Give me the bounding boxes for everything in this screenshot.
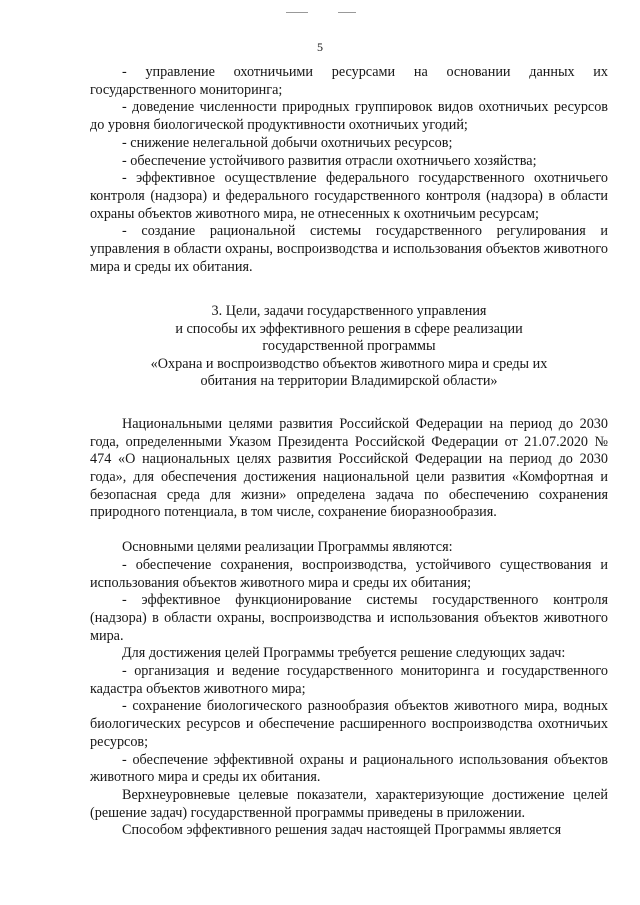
list-item: - управление охотничьими ресурсами на основании данных их государственного мониторинга; [90,64,608,98]
list-item: - обеспечение сохранения, воспроизводства, устойчивого существования и использования объектов животного мира и среды их обитания; [90,556,608,591]
goals-intro: Основными целями реализации Программы являются: [122,539,453,556]
final-paragraph: Способом эффективного решения задач настоящей Программы является [122,822,562,839]
list-item: - обеспечение эффективной охраны и рационального использования объектов животного мира и среды их обитания. [90,751,608,786]
heading-line: «Охрана и воспроизводство объектов животного мира и среды их [150,355,548,372]
heading-line: государственной программы [262,338,436,355]
scan-artifact-top [286,12,308,13]
list-item: - создание рациональной системы государственного регулирования и управления в области охраны, воспроизводства и использования объектов животного мира и среды их обитания. [90,223,608,275]
indicators-paragraph: Верхнеуровневые целевые показатели, характеризующие достижение целей (решение задач) государственной программы приведены в приложении. [90,787,608,821]
page-number: 5 [317,40,323,54]
list-item: - снижение нелегальной добычи охотничьих ресурсов; [122,134,453,151]
list-item: - эффективное осуществление федерального государственного охотничьего контроля (надзора) и федерального государственного контроля (надзора) в области охраны объектов животного мира, не отнесенных к охотничьим ресурсам; [90,170,608,222]
tasks-intro: Для достижения целей Программы требуется решение следующих задач: [122,645,566,662]
scan-artifact-top [338,12,356,13]
heading-line: обитания на территории Владимирской области» [200,373,498,390]
list-item: - организация и ведение государственного мониторинга и государственного кадастра объектов животного мира; [90,663,608,697]
heading-line: и способы их эффективного решения в сфере реализации [175,320,523,337]
document-body [90,64,608,840]
list-item: - обеспечение устойчивого развития отрасли охотничьего хозяйства; [122,152,537,169]
list-item: - эффективное функционирование системы государственного контроля (надзора) в области охраны, воспроизводства и использования объектов животного мира. [90,592,608,644]
heading-line: 3. Цели, задачи государственного управления [211,303,487,320]
list-item: - доведение численности природных группировок видов охотничьих ресурсов до уровня биологической продуктивности охотничьих угодий; [90,99,608,134]
list-item: - сохранение биологического разнообразия объектов животного мира, водных биологических ресурсов и обеспечение расширенного воспроизводства охотничьих ресурсов; [90,698,608,750]
intro-paragraph: Национальными целями развития Российской Федерации на период до 2030 года, определенными Указом Президента Российской Федерации от 21.07.2020 № 474 «О национальных целях развития Российской Федерации на период до 2030 года», для обеспечения достижения национальной цели развития «Комфортная и безопасная среда для жизни» определена задача по обеспечению сохранения природного потенциала, в том числе, сохранение биоразнообразия. [90,415,608,521]
section-heading [90,303,608,391]
